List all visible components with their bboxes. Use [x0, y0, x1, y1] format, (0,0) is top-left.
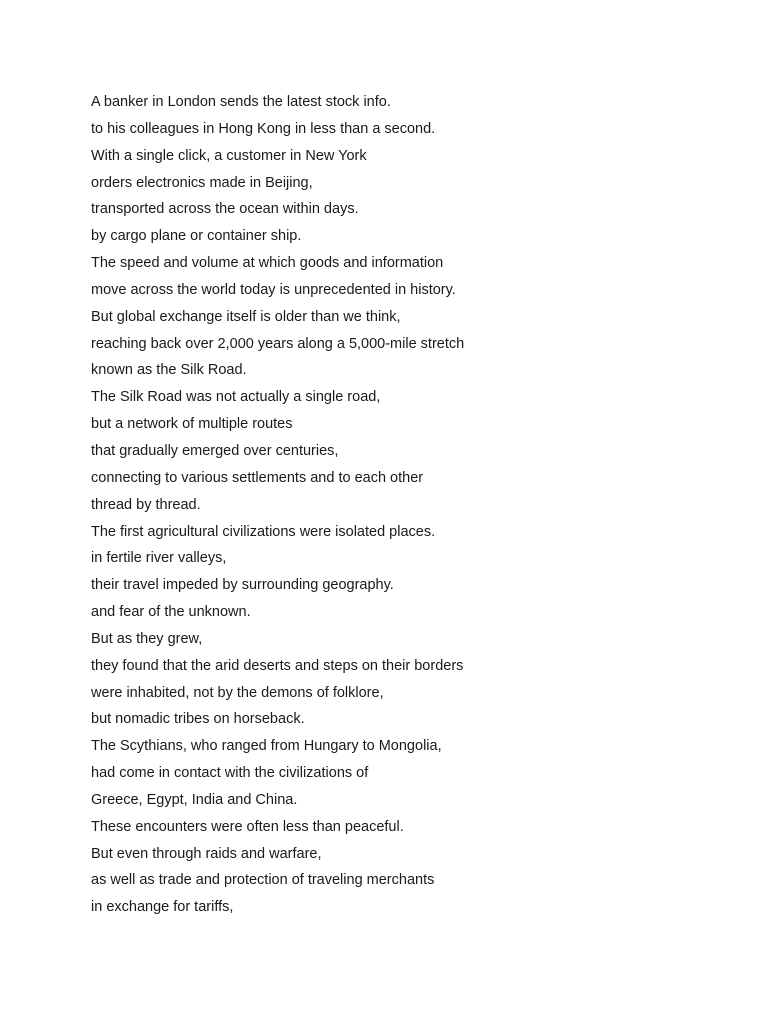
- text-line: The Silk Road was not actually a single road,: [91, 389, 381, 406]
- text-line: but a network of multiple routes: [91, 416, 293, 433]
- text-line: The Scythians, who ranged from Hungary to Mongolia,: [91, 738, 442, 755]
- text-line: With a single click, a customer in New York: [91, 147, 367, 164]
- text-line: but nomadic tribes on horseback.: [91, 711, 305, 728]
- text-line: known as the Silk Road.: [91, 362, 247, 379]
- text-line: reaching back over 2,000 years along a 5,000-mile stretch: [91, 335, 465, 352]
- text-line: transported across the ocean within days.: [91, 201, 359, 218]
- text-line: A banker in London sends the latest stock info.: [91, 94, 391, 110]
- text-line: by cargo plane or container ship.: [91, 228, 302, 245]
- text-line: in fertile river valleys,: [91, 550, 227, 567]
- text-line: their travel impeded by surrounding geography.: [91, 577, 394, 594]
- text-line: to his colleagues in Hong Kong in less than a second.: [91, 120, 436, 137]
- text-line: But as they grew,: [91, 630, 203, 647]
- text-line: had come in contact with the civilizations of: [91, 765, 369, 782]
- text-line: The speed and volume at which goods and information: [91, 255, 444, 272]
- transcript-text: [91, 89, 711, 921]
- text-line: that gradually emerged over centuries,: [91, 442, 339, 459]
- text-line: and fear of the unknown.: [91, 604, 251, 621]
- text-line: Greece, Egypt, India and China.: [91, 791, 298, 808]
- text-line: were inhabited, not by the demons of folklore,: [91, 684, 384, 701]
- text-line: connecting to various settlements and to each other: [91, 469, 424, 486]
- text-line: as well as trade and protection of traveling merchants: [91, 872, 435, 889]
- text-line: they found that the arid deserts and steps on their borders: [91, 657, 464, 674]
- text-line: The first agricultural civilizations were isolated places.: [91, 523, 436, 540]
- text-line: in exchange for tariffs,: [91, 899, 234, 916]
- text-line: But global exchange itself is older than we think,: [91, 308, 401, 325]
- text-line: thread by thread.: [91, 496, 201, 513]
- text-line: move across the world today is unprecedented in history.: [91, 281, 456, 298]
- text-line: But even through raids and warfare,: [91, 845, 322, 862]
- text-line: orders electronics made in Beijing,: [91, 174, 313, 191]
- text-line: These encounters were often less than peaceful.: [91, 818, 404, 835]
